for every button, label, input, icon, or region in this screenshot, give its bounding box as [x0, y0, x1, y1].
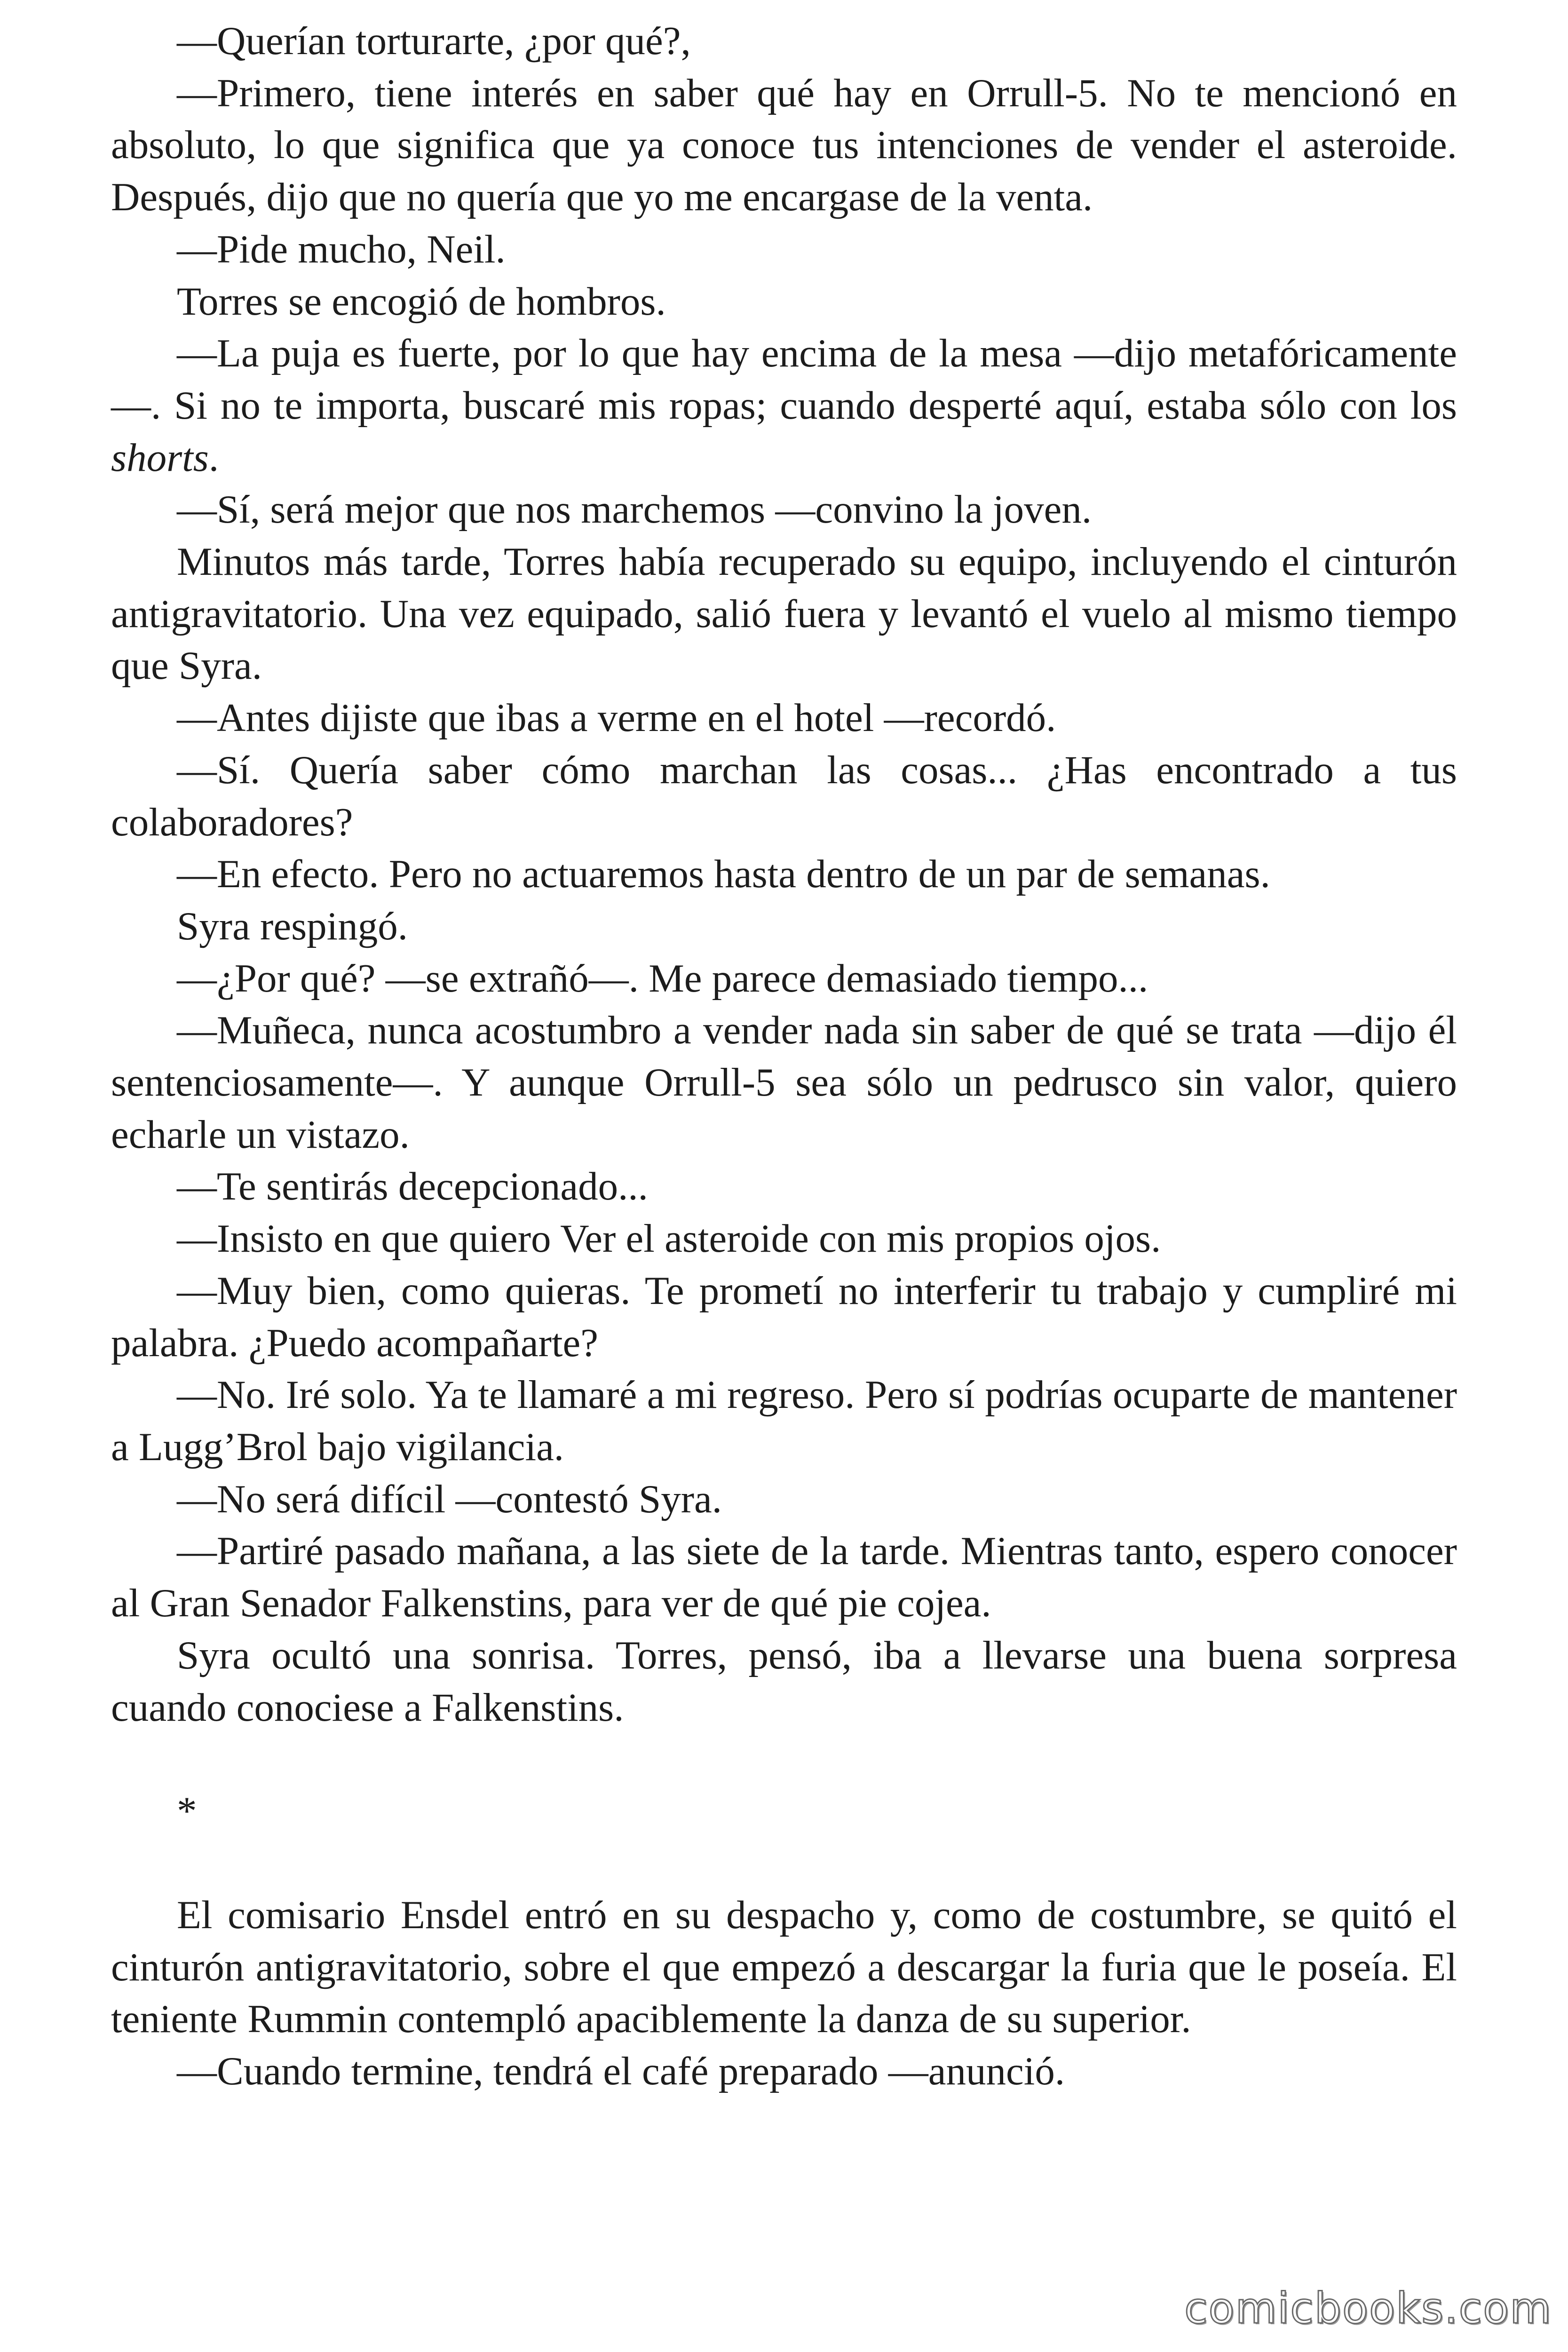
paragraph: —Sí. Quería saber cómo marchan las cosas... ¿Has encontrado a tus colaboradores?	[111, 747, 1457, 844]
paragraph: —No será difícil —contestó Syra.	[177, 1477, 722, 1521]
paragraph: —En efecto. Pero no actuaremos hasta dentro de un par de semanas.	[177, 852, 1270, 897]
paragraph: El comisario Ensdel entró en su despacho y, como de costumbre, se quitó el cinturón antigravitatorio, sobre el que empezó a descargar la furia que le poseía. El teniente Rummin contempló apaciblemente la danza de su superior.	[111, 1892, 1457, 2042]
paragraph: —Sí, será mejor que nos marchemos —convino la joven.	[177, 487, 1092, 532]
text-run: —La puja es fuerte, por lo que hay encima de la mesa —dijo metafóricamente—. Si no te importa, buscaré mis ropas; cuando desperté aquí, estaba sólo con los	[111, 331, 1457, 428]
italic-word: shorts	[111, 435, 209, 480]
paragraph: Minutos más tarde, Torres había recuperado su equipo, incluyendo el cinturón antigravitatorio. Una vez equipado, salió fuera y levantó el vuelo al mismo tiempo que Syra.	[111, 540, 1457, 688]
book-page	[111, 15, 1457, 2098]
paragraph: —Muñeca, nunca acostumbro a vender nada sin saber de qué se trata —dijo él sentenciosamente—. Y aunque Orrull-5 sea sólo un pedrusco sin valor, quiero echarle un vistazo.	[111, 1008, 1457, 1157]
paragraph: Torres se encogió de hombros.	[177, 279, 666, 324]
paragraph: Syra respingó.	[177, 904, 408, 948]
paragraph: —Muy bien, como quieras. Te prometí no interferir tu trabajo y cumpliré mi palabra. ¿Puedo acompañarte?	[111, 1268, 1457, 1365]
text-run: .	[208, 435, 219, 480]
paragraph: —Querían torturarte, ¿por qué?,	[177, 19, 691, 63]
watermark-logo: comicbooks.com	[1184, 2284, 1552, 2333]
paragraph: —¿Por qué? —se extrañó—. Me parece demasiado tiempo...	[177, 956, 1148, 1001]
scene-break: *	[177, 1789, 197, 1834]
paragraph: —Te sentirás decepcionado...	[177, 1164, 648, 1209]
paragraph: —Partiré pasado mañana, a las siete de la tarde. Mientras tanto, espero conocer al Gran Senador Falkenstins, para ver de qué pie cojea.	[111, 1529, 1457, 1626]
paragraph: —Cuando termine, tendrá el café preparado —anunció.	[177, 2049, 1065, 2094]
paragraph: —No. Iré solo. Ya te llamaré a mi regreso. Pero sí podrías ocuparte de mantener a Lugg’Brol bajo vigilancia.	[111, 1373, 1457, 1469]
paragraph	[111, 327, 1457, 484]
paragraph: —Primero, tiene interés en saber qué hay en Orrull-5. No te mencionó en absoluto, lo que significa que ya conoce tus intenciones de vender el asteroide. Después, dijo que no quería que yo me encargase de la venta.	[111, 71, 1457, 220]
paragraph: Syra ocultó una sonrisa. Torres, pensó, iba a llevarse una buena sorpresa cuando conociese a Falkenstins.	[111, 1633, 1457, 1730]
paragraph: —Antes dijiste que ibas a verme en el hotel —recordó.	[177, 696, 1056, 740]
paragraph: —Pide mucho, Neil.	[177, 227, 506, 271]
paragraph: —Insisto en que quiero Ver el asteroide con mis propios ojos.	[177, 1216, 1161, 1261]
